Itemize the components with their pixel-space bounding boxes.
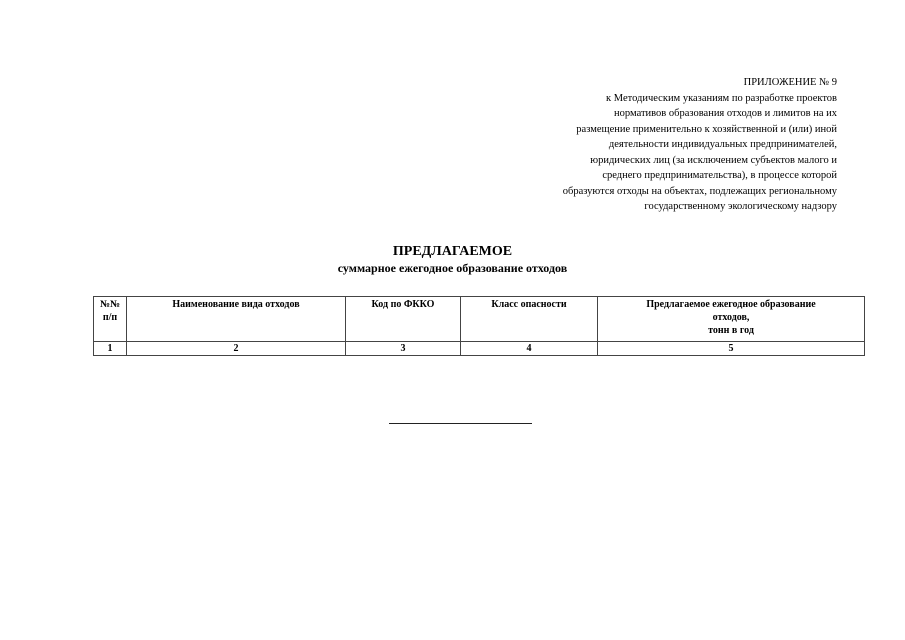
column-number-cell: 5 — [598, 342, 865, 356]
column-number-cell: 3 — [346, 342, 461, 356]
document-heading — [0, 244, 905, 276]
closing-rule — [389, 423, 532, 424]
column-header-annual-generation — [598, 297, 865, 342]
appendix-line: к Методическим указаниям по разработке проектов — [606, 92, 837, 104]
column-header-number — [94, 297, 127, 342]
appendix-line: образуются отходы на объектах, подлежащих региональному — [562, 185, 837, 197]
column-number-cell: 4 — [461, 342, 598, 356]
header-line: №№ — [99, 299, 121, 310]
appendix-title: ПРИЛОЖЕНИЕ № 9 — [743, 77, 837, 88]
appendix-line: государственному экологическому надзору — [644, 201, 837, 212]
header-line: Код по ФККО — [371, 299, 435, 310]
column-number-cell: 1 — [94, 342, 127, 356]
waste-generation-table — [93, 296, 865, 356]
table-header-row — [94, 297, 865, 342]
appendix-line: юридических лиц (за исключением субъектов малого и — [590, 154, 837, 166]
table-row — [94, 342, 865, 356]
document-subtitle: суммарное ежегодное образование отходов — [337, 261, 568, 275]
column-number-cell: 2 — [127, 342, 346, 356]
column-header-waste-name — [127, 297, 346, 342]
column-header-fkko-code — [346, 297, 461, 342]
header-line: тонн в год — [708, 325, 754, 336]
header-line: Класс опасности — [491, 299, 567, 310]
header-line: Предлагаемое ежегодное образование — [646, 299, 816, 310]
column-header-hazard-class — [461, 297, 598, 342]
header-line: п/п — [102, 312, 118, 323]
appendix-note — [477, 75, 837, 215]
appendix-line: размещение применительно к хозяйственной и (или) иной — [576, 123, 837, 135]
appendix-line: деятельности индивидуальных предпринимателей, — [608, 139, 837, 150]
appendix-line: нормативов образования отходов и лимитов на их — [614, 108, 837, 119]
header-line: отходов, — [712, 312, 750, 323]
header-line: Наименование вида отходов — [172, 299, 300, 310]
appendix-line: среднего предпринимательства), в процессе которой — [602, 170, 837, 181]
document-title: ПРЕДЛАГАЕМОЕ — [392, 244, 513, 259]
